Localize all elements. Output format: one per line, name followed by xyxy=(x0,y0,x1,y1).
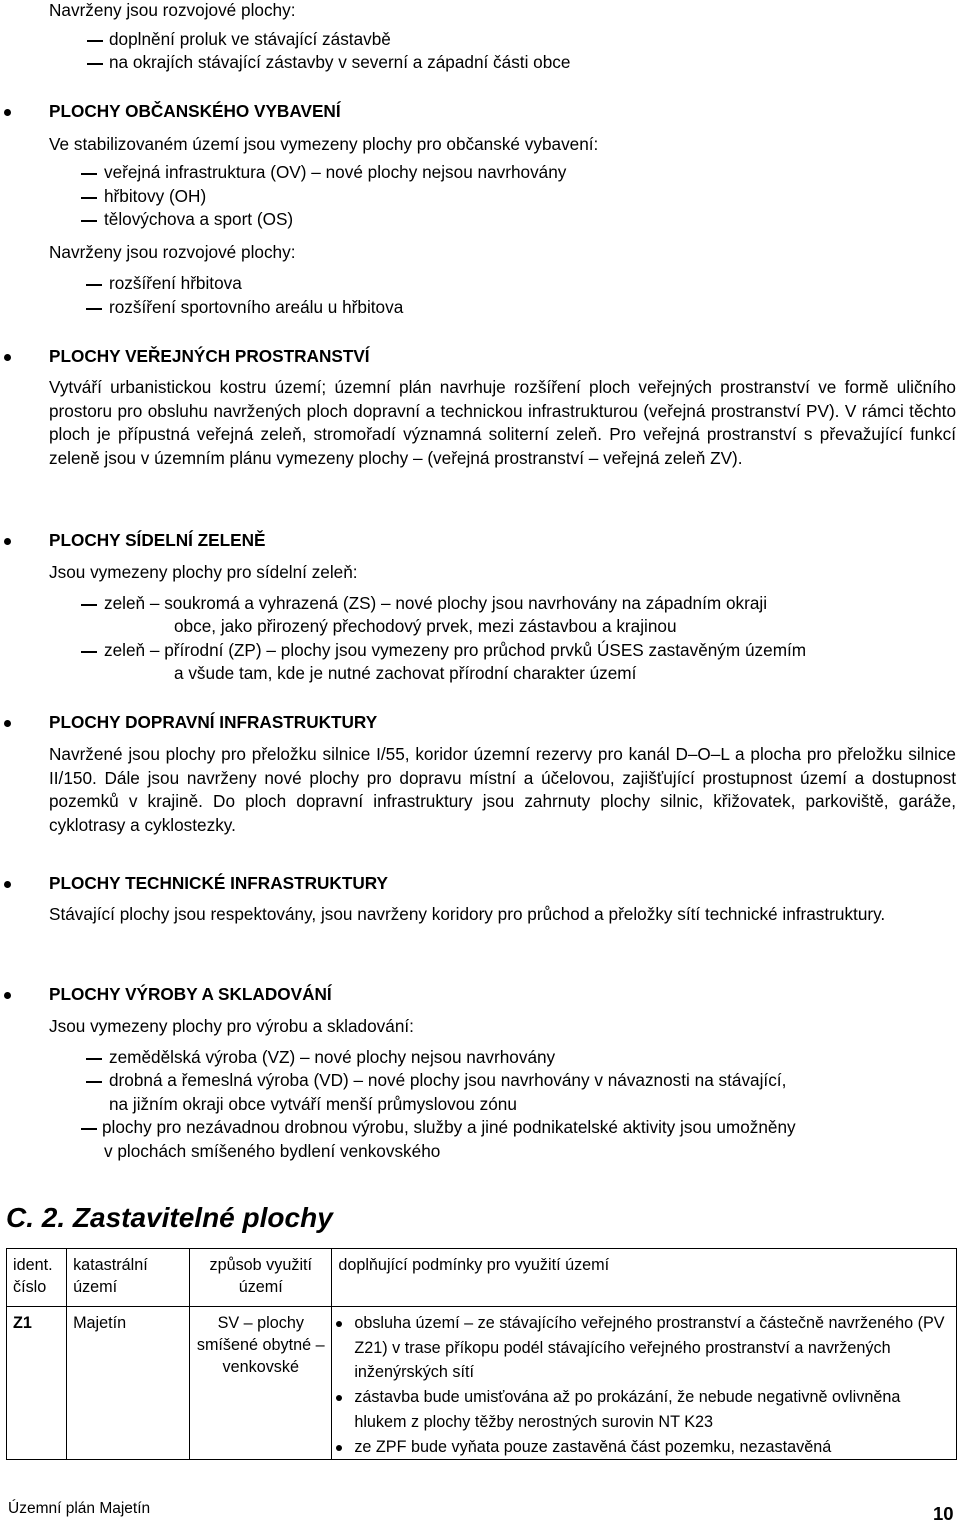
bullet-icon xyxy=(4,354,11,361)
list-item: ze ZPF bude vyňata pouze zastavěná část pozemku, nezastavěná xyxy=(354,1435,950,1460)
list-item: tělovýchova a sport (OS) xyxy=(104,209,294,229)
dash-icon xyxy=(81,651,97,653)
list-item: zeleň – přírodní (ZP) – plochy jsou vymezeny pro průchod prvků ÚSES zastavěným územím xyxy=(104,640,807,660)
dash-icon xyxy=(87,40,103,42)
list-item-continuation: a všude tam, kde je nutné zachovat přírodní charakter území xyxy=(174,663,637,683)
list-item-continuation: obce, jako přirozený přechodový prvek, mezi zástavbou a krajinou xyxy=(174,616,677,636)
list-item: rozšíření sportovního areálu u hřbitova xyxy=(109,297,404,317)
bullet-icon xyxy=(4,992,11,999)
bullet-icon xyxy=(4,881,11,888)
intro-sidelni: Jsou vymezeny plochy pro sídelní zeleň: xyxy=(49,562,358,582)
paragraph-verejne: Vytváří urbanistickou kostru území; územní plán navrhuje rozšíření ploch veřejných prostranství ve formě uličního prostoru pro obsluhu navržených ploch dopravní a technickou infrastrukturou (veřejná prostranství PV). V rámci těchto ploch je přípustná veřejná zeleň, stromořadí významná soliterní zeleň. Pro veřejná prostranství s převažující funkcí zeleně jsou v územním plánu vymezeny plochy – (veřejná prostranství – veřejná zeleň ZV). xyxy=(49,377,956,469)
column-header-podminky: doplňující podmínky pro využití území xyxy=(332,1249,957,1307)
list-item: zeleň – soukromá a vyhrazená (ZS) – nové plochy jsou navrhovány na západním okraji xyxy=(104,593,768,613)
paragraph-dopravni: Navržené jsou plochy pro přeložku silnice I/55, koridor územní rezervy pro kanál D–O–L a plocha pro přeložku silnice II/150. Dále jsou navrženy nové plochy pro dopravu místní a účelovou, zajišťující prostupnost území a dostupnost pozemků v krajině. Do ploch dopravní infrastruktury jsou zahrnuty plochy silnic, křižovatek, parkoviště, garáže, cyklotrasy a cyklostezky. xyxy=(49,744,956,836)
heading-vyroby: PLOCHY VÝROBY A SKLADOVÁNÍ xyxy=(49,984,332,1004)
heading-verejne: PLOCHY VEŘEJNÝCH PROSTRANSTVÍ xyxy=(49,346,370,366)
footer-title: Územní plán Majetín xyxy=(8,1500,151,1517)
column-header-zpusob: způsob využití území xyxy=(190,1249,332,1307)
list-item: drobná a řemeslná výroba (VD) – nové plochy jsou navrhovány v návaznosti na stávající, xyxy=(109,1070,787,1090)
paragraph-technicke: Stávající plochy jsou respektovány, jsou navrženy koridory pro průchod a přeložky sítí technické infrastruktury. xyxy=(49,904,886,924)
list-item: na okrajích stávající zástavby v severní a západní části obce xyxy=(109,52,571,72)
heading-sidelni: PLOCHY SÍDELNÍ ZELENĚ xyxy=(49,530,266,550)
dash-icon xyxy=(81,173,97,175)
column-header-katastr: katastrální území xyxy=(67,1249,190,1307)
cell-ident: Z1 xyxy=(7,1307,67,1460)
cell-zpusob: SV – plochy smíšené obytné – venkovské xyxy=(190,1307,332,1460)
list-item: obsluha území – ze stávajícího veřejného prostranství a částečně navrženého (PV Z21) v trase příkopu podél stávajícího veřejného prostranství a navržených inženýrských sítí xyxy=(354,1311,950,1385)
list-item: rozšíření hřbitova xyxy=(109,273,242,293)
dash-icon xyxy=(86,308,102,310)
list-item: doplnění proluk ve stávající zástavbě xyxy=(109,29,391,49)
dash-icon xyxy=(81,604,97,606)
chapter-title: C. 2. Zastavitelné plochy xyxy=(6,1202,333,1233)
heading-technicke: PLOCHY TECHNICKÉ INFRASTRUKTURY xyxy=(49,873,388,893)
zastavitelne-plochy-table xyxy=(6,1248,957,1460)
dash-icon xyxy=(86,284,102,286)
cell-podminky xyxy=(332,1307,957,1460)
podminky-list xyxy=(332,1307,956,1459)
dash-icon xyxy=(81,1128,97,1130)
cell-katastr: Majetín xyxy=(67,1307,190,1460)
list-item: zemědělská výroba (VZ) – nové plochy nejsou navrhovány xyxy=(109,1047,556,1067)
bullet-icon xyxy=(4,109,11,116)
list-item-continuation: na jižním okraji obce vytváří menší průmyslovou zónu xyxy=(109,1094,517,1114)
bullet-icon xyxy=(4,538,11,545)
list-item-continuation: v plochách smíšeného bydlení venkovského xyxy=(104,1141,441,1161)
intro-vyroby: Jsou vymezeny plochy pro výrobu a skladování: xyxy=(49,1016,414,1036)
heading-obcanske: PLOCHY OBČANSKÉHO VYBAVENÍ xyxy=(49,101,341,121)
list-item: plochy pro nezávadnou drobnou výrobu, služby a jiné podnikatelské aktivity jsou umožněny xyxy=(102,1117,796,1137)
dash-icon xyxy=(86,1058,102,1060)
dash-icon xyxy=(87,63,103,65)
dash-icon xyxy=(81,197,97,199)
heading-dopravni: PLOCHY DOPRAVNÍ INFRASTRUKTURY xyxy=(49,712,378,732)
list-item: veřejná infrastruktura (OV) – nové plochy nejsou navrhovány xyxy=(104,162,567,182)
dash-icon xyxy=(81,220,97,222)
table-header-row xyxy=(7,1249,957,1307)
bullet-icon xyxy=(4,720,11,727)
intro-rozvojove: Navrženy jsou rozvojové plochy: xyxy=(49,0,296,20)
list-item: zástavba bude umisťována až po prokázání, že nebude negativně ovlivněna hlukem z plochy těžby nerostných surovin NT K23 xyxy=(354,1385,950,1434)
intro-obcanske: Ve stabilizovaném území jsou vymezeny plochy pro občanské vybavení: xyxy=(49,134,599,154)
list-item: hřbitovy (OH) xyxy=(104,186,207,206)
column-header-ident: ident. číslo xyxy=(7,1249,67,1307)
dash-icon xyxy=(86,1081,102,1083)
page-number: 10 xyxy=(933,1503,954,1524)
intro-rozvojove-2: Navrženy jsou rozvojové plochy: xyxy=(49,242,296,262)
table-row xyxy=(7,1307,957,1460)
